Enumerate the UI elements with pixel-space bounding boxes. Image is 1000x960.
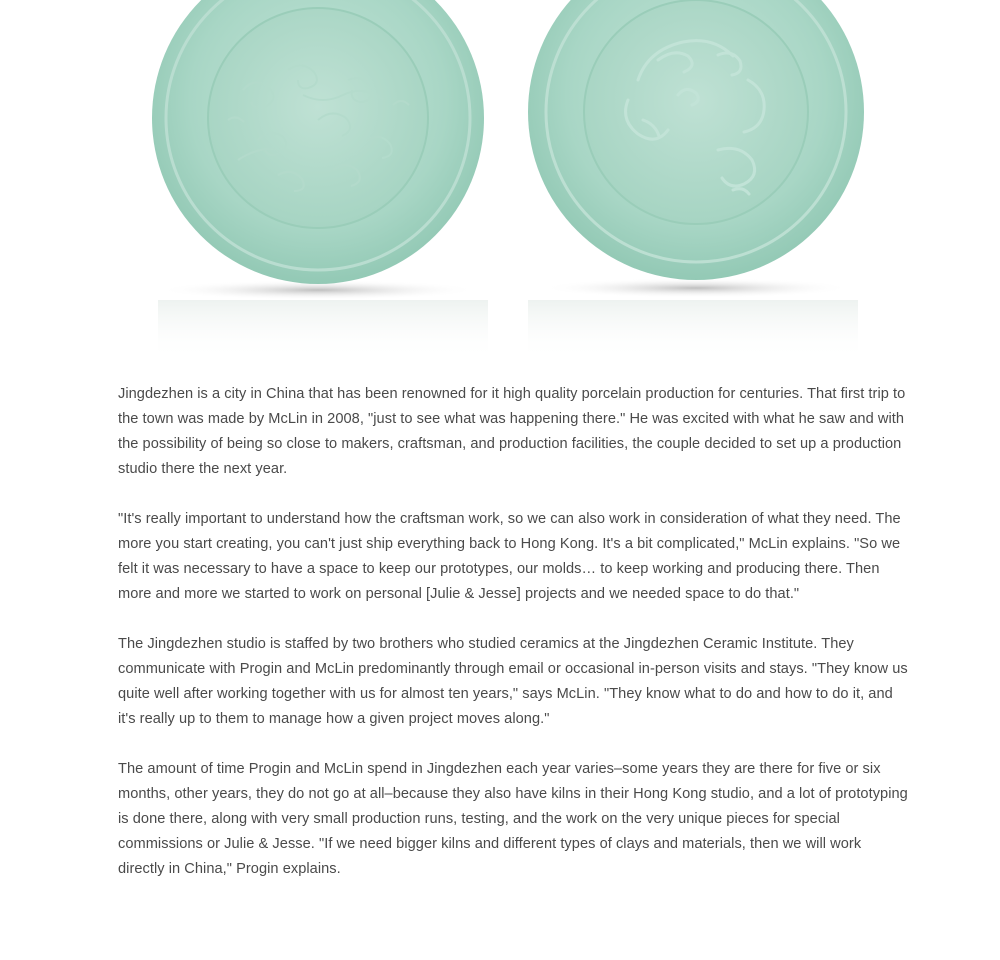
celadon-plates-illustration [118, 0, 900, 360]
left-plate [152, 0, 488, 360]
paragraph-jingdezhen-intro: Jingdezhen is a city in China that has been renowned for it high quality porcelain production for centuries. That first trip to the town was made by McLin in 2008, "just to see what was happening there." He was excited with what he saw and with the possibility of being so close to makers, craftsman, and production facilities, the couple decided to set up a production studio there the next year. [118, 386, 906, 477]
paragraph-studio-staff: The Jingdezhen studio is staffed by two brothers who studied ceramics at the Jingdezhen Ceramic Institute. They communicate with Progin and McLin predominantly through email or occasional in-person visits and stays. "They know us quite well after working together with us for almost ten years," says McLin. "They know what to do and how to do it, and it's really up to them to manage how a given project moves along." [118, 636, 908, 727]
right-plate [528, 0, 864, 360]
paragraph-time-spent: The amount of time Progin and McLin spend in Jingdezhen each year varies–some years they are there for five or six months, other years, they do not go at all–because they also have kilns in their Hong Kong studio, and a lot of prototyping is done there, along with very small production runs, testing, and the work on the very unique pieces for special commissions or Julie & Jesse. "If we need bigger kilns and different types of clays and materials, then we will work directly in China," Progin explains. [118, 761, 908, 877]
hero-image [118, 0, 900, 360]
paragraph-craftsman-quote: "It's really important to understand how the craftsman work, so we can also work in consideration of what they need. The more you start creating, you can't just ship everything back to Hong Kong. It's a bit complicated," McLin explains. "So we felt it was necessary to have a space to keep our prototypes, our molds… to keep working and producing there. Then more and more we started to work on personal [Julie & Jesse] projects and we needed space to do that." [118, 511, 901, 602]
article-body [118, 382, 908, 907]
